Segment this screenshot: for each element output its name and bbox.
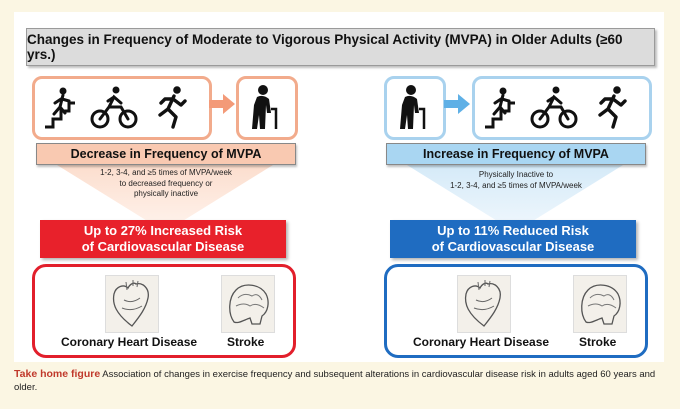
heart-icon [106,276,158,332]
cycling-icon [532,87,576,128]
inactive-icon-box-right [384,76,446,140]
inactive-icon-box-left [236,76,298,140]
elderly-with-cane-icon [387,79,443,137]
increase-label: Increase in Frequency of MVPA [386,143,646,165]
brain-icon [574,276,626,332]
arrow-right-icon [209,94,235,114]
risk-line: of Cardiovascular Disease [431,239,595,254]
increased-risk-box [40,220,286,258]
decrease-description [66,168,266,200]
brain-icon [222,276,274,332]
caption-text: Association of changes in exercise frequency and subsequent alterations in cardiovascular disease risk in adults aged 60 years and older. [14,369,656,393]
brain-image [573,275,627,333]
coronary-heart-disease-label: Coronary Heart Disease [61,335,198,349]
running-icon [600,86,625,127]
outcome-box-right [384,264,648,358]
risk-line: Up to 11% Reduced Risk [437,223,589,238]
heart-image [105,275,159,333]
stroke-label: Stroke [579,335,617,349]
cycling-icon [92,87,136,128]
stairs-climbing-icon [485,88,515,128]
arrow-right-icon [444,94,470,114]
increase-description-line: 1-2, 3-4, and ≥5 times of MVPA/week [450,180,582,190]
activity-icons-left [35,79,209,137]
risk-line: of Cardiovascular Disease [81,239,245,254]
decrease-description-line: to decreased frequency or [119,178,213,188]
increase-description-line: Physically Inactive to [478,170,554,179]
running-icon [160,86,185,127]
stroke-label: Stroke [227,335,265,349]
activity-icons-right [475,79,649,137]
active-icons-box-left [32,76,212,140]
heart-image [457,275,511,333]
brain-image [221,275,275,333]
heart-icon [458,276,510,332]
figure-panel [14,12,664,362]
caption-lead: Take home figure [14,368,101,380]
risk-line: Up to 27% Increased Risk [83,223,243,238]
outcome-box-left [32,264,296,358]
active-icons-box-right [472,76,652,140]
reduced-risk-box [390,220,636,258]
decrease-label: Decrease in Frequency of MVPA [36,143,296,165]
figure-title: Changes in Frequency of Moderate to Vigorous Physical Activity (MVPA) in Older Adults (≥60 yrs.) [26,28,655,66]
increase-description [416,170,616,191]
figure-caption [14,368,664,394]
elderly-with-cane-icon [239,79,295,137]
decrease-description-line: 1-2, 3-4, and ≥5 times of MVPA/week [100,168,232,177]
stairs-climbing-icon [45,88,75,128]
decrease-description-line: physically inactive [133,189,199,198]
coronary-heart-disease-label: Coronary Heart Disease [413,335,550,349]
